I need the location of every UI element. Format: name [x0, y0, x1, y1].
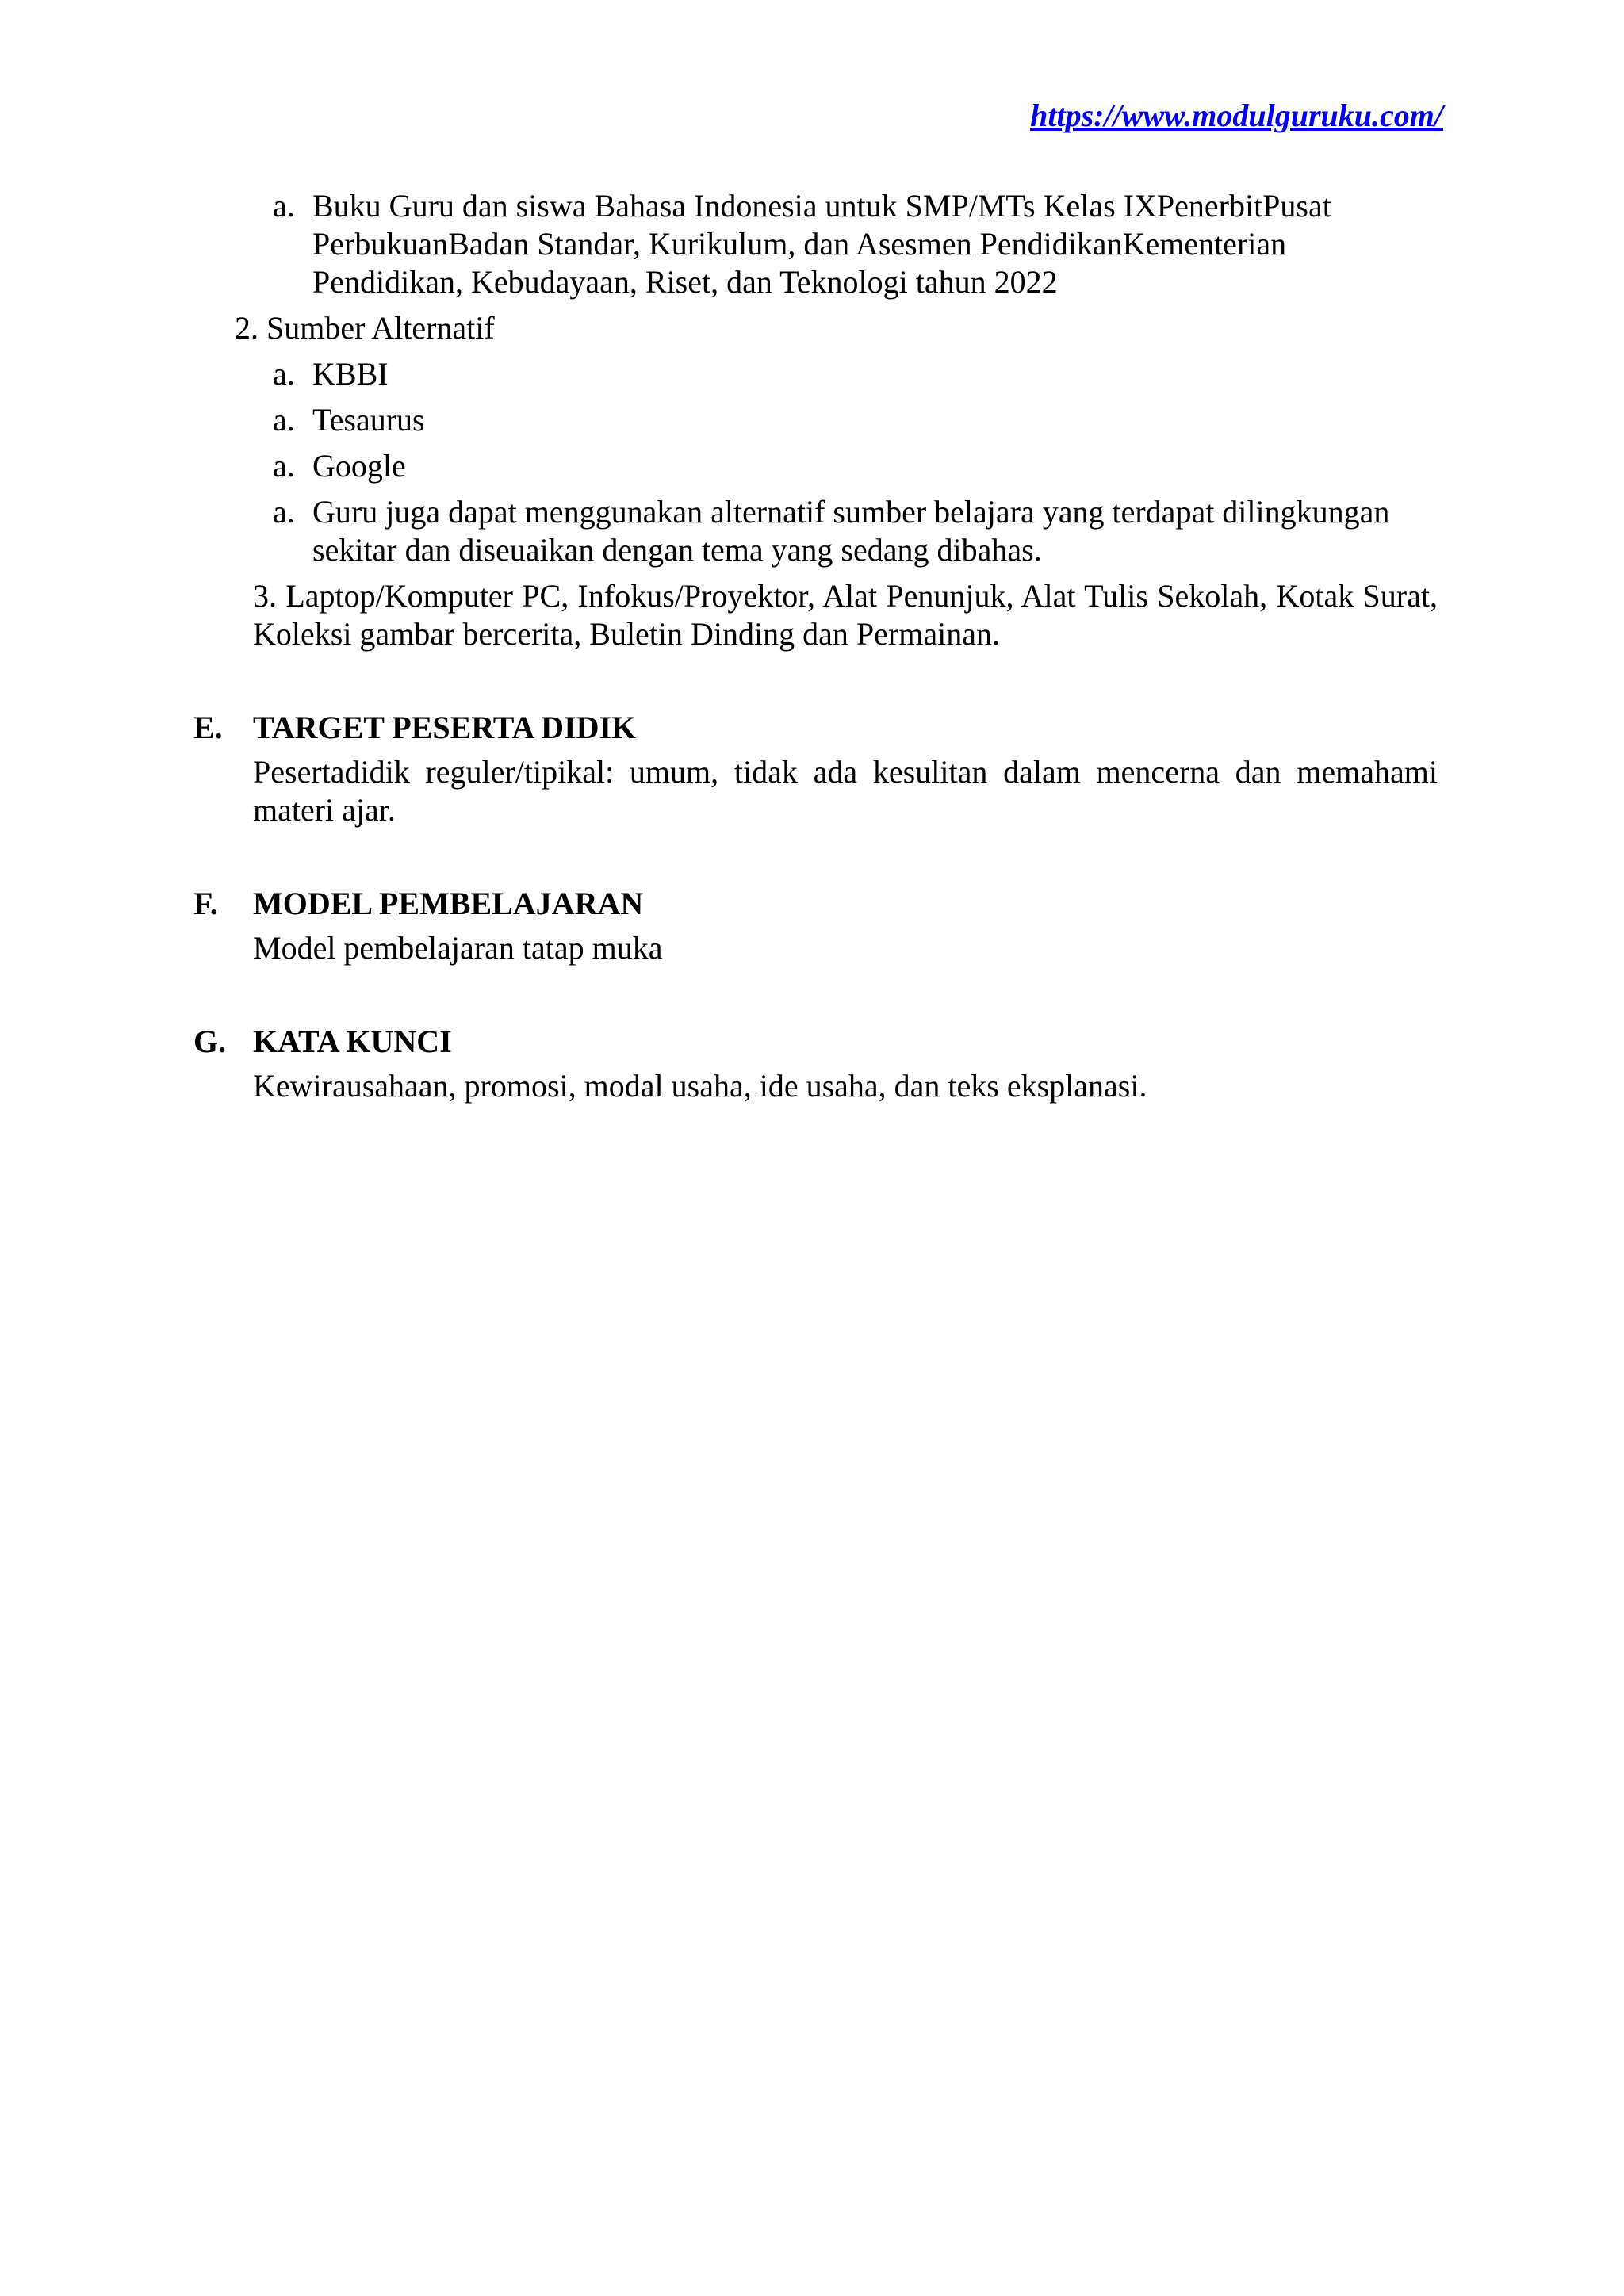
list-item [0, 355, 1438, 393]
section-target-peserta-didik [0, 709, 1624, 829]
list-marker: a. [273, 356, 295, 392]
section-title: TARGET PESERTA DIDIK [253, 710, 637, 745]
list-item [0, 401, 1438, 439]
alternative-sources-heading: 2. Sumber Alternatif [235, 310, 495, 346]
list-item [0, 447, 1438, 485]
list-marker: a. [273, 448, 295, 484]
list-item-text: Buku Guru dan siswa Bahasa Indonesia untuk SMP/MTs Kelas IXPenerbitPusat PerbukuanBadan Standar, Kurikulum, dan Asesmen PendidikanKementerian Pendidikan, Kebudayaan, Riset, dan Teknologi tahun 2022 [312, 188, 1331, 300]
list-item [0, 493, 1438, 569]
section-kata-kunci [0, 1023, 1624, 1105]
section-letter: E. [193, 710, 223, 745]
list-item-text: Google [312, 448, 406, 484]
list-marker: a. [273, 188, 295, 224]
list-marker: a. [273, 494, 295, 530]
list-marker: a. [273, 402, 295, 438]
section-letter: G. [193, 1024, 227, 1059]
list-item-text: KBBI [312, 356, 389, 392]
section-body: Kewirausahaan, promosi, modal usaha, ide usaha, dan teks eksplanasi. [253, 1068, 1147, 1104]
document-content [0, 187, 1624, 1105]
list-item-text: Guru juga dapat menggunakan alternatif sumber belajara yang terdapat dilingkungan sekitar dan diseuaikan dengan tema yang sedang dibahas. [312, 494, 1390, 568]
tools-paragraph: 3. Laptop/Komputer PC, Infokus/Proyektor, Alat Penunjuk, Alat Tulis Sekolah, Kotak Surat, Koleksi gambar bercerita, Buletin Dinding dan Permainan. [253, 578, 1438, 652]
section-title: KATA KUNCI [253, 1024, 452, 1059]
section-letter: F. [193, 886, 218, 921]
section-title: MODEL PEMBELAJARAN [253, 886, 644, 921]
section-body: Model pembelajaran tatap muka [253, 930, 663, 966]
section-body: Pesertadidik reguler/tipikal: umum, tidak ada kesulitan dalam mencerna dan memahami materi ajar. [253, 754, 1438, 828]
source-book-item [0, 187, 1438, 301]
section-model-pembelajaran [0, 885, 1624, 967]
list-item-text: Tesaurus [312, 402, 425, 438]
header-url-link[interactable]: https://www.modulguruku.com/ [1030, 98, 1443, 133]
